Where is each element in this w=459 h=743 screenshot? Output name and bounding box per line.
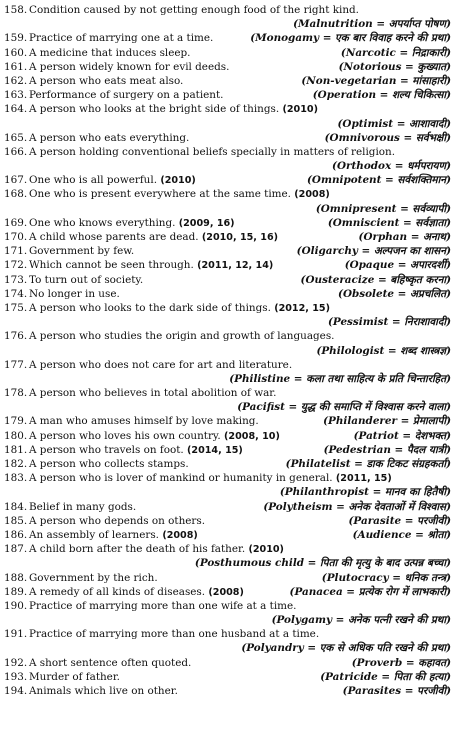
entry-number: 170. xyxy=(4,231,28,243)
entry-row xyxy=(4,358,455,372)
entry-number: 187. xyxy=(4,543,28,556)
entry-row xyxy=(4,216,455,230)
entry-definition: Belief in many gods. xyxy=(29,500,137,513)
entry-number: 162. xyxy=(4,74,28,87)
entry-answer: (Obsolete = अप्रचलित) xyxy=(338,287,451,300)
entry-definition: Government by few. xyxy=(29,245,135,258)
entry-answer-line xyxy=(4,372,455,386)
entry-definition: A short sentence often quoted. xyxy=(29,656,192,669)
entry-number: 190. xyxy=(4,599,28,612)
entry-row xyxy=(4,230,455,244)
entry-number: 161. xyxy=(4,60,28,73)
entry-definition: To turn out of society. xyxy=(29,273,144,286)
entry-row xyxy=(4,457,455,471)
entry-definition: A person widely known for evil deeds. xyxy=(29,60,230,73)
entry-answer: (Panacea = प्रत्येक रोग में लाभकारी) xyxy=(289,585,451,598)
entry-definition: One who is all powerful. xyxy=(29,174,157,187)
entry-year: (2012, 15) xyxy=(274,302,330,314)
entry-answer-line xyxy=(4,556,455,570)
entry-row xyxy=(4,244,455,258)
entry-answer: (Philatelist = डाक टिकट संग्रहकर्ता) xyxy=(285,458,451,470)
entry-answer-line xyxy=(4,613,455,627)
entry-number: 176. xyxy=(4,330,28,343)
entry-answer: (Opaque = अपारदर्शी) xyxy=(344,259,451,272)
entry-year: (2010) xyxy=(248,544,284,556)
entry-number: 167. xyxy=(4,174,28,187)
entry-year: (2008) xyxy=(294,189,330,201)
entry-answer: (Polytheism = अनेक देवताओं में विश्वास) xyxy=(263,500,451,513)
entry-definition: A person who is lover of mankind or humanity in general. xyxy=(29,472,333,485)
entry-answer: (Ousteracize = बहिष्कृत करना) xyxy=(300,273,451,286)
entry-row xyxy=(4,187,455,201)
entry-year: (2011, 15) xyxy=(335,473,392,485)
entry-number: 191. xyxy=(4,628,28,641)
entry-definition: A child whose parents are dead. xyxy=(29,231,199,243)
entry-definition: Performance of surgery on a patient. xyxy=(29,89,224,102)
entry-row xyxy=(4,429,455,443)
entry-row xyxy=(4,443,455,457)
entry-answer: (Optimist = आशावादी) xyxy=(337,117,451,130)
entry-row xyxy=(4,414,455,428)
entry-answer: (Narcotic = निद्राकारी) xyxy=(340,46,451,59)
entry-answer: (Omnipotent = सर्वशक्तिमान) xyxy=(306,174,451,187)
entry-number: 171. xyxy=(4,245,28,258)
entry-row xyxy=(4,585,455,599)
entry-definition: An assembly of learners. xyxy=(29,528,159,541)
entry-answer: (Malnutrition = अपर्याप्त पोषण) xyxy=(293,18,451,31)
entry-year: (2010) xyxy=(160,175,196,187)
entry-number: 183. xyxy=(4,472,28,485)
entry-row xyxy=(4,571,455,585)
entry-number: 158. xyxy=(4,4,28,16)
entry-answer: (Parasites = परजीवी) xyxy=(342,685,451,697)
entry-number: 193. xyxy=(4,670,28,683)
entry-row xyxy=(4,102,455,116)
entry-definition: A remedy of all kinds of diseases. xyxy=(29,585,206,598)
entry-answer: (Oligarchy = अल्पजन का शासन) xyxy=(296,245,451,258)
entry-definition: No longer in use. xyxy=(29,287,120,300)
entry-number: 166. xyxy=(4,145,28,158)
entry-definition: One who knows everything. xyxy=(29,216,176,229)
entry-answer: (Notorious = कुख्यात) xyxy=(338,60,451,73)
entry-number: 160. xyxy=(4,46,28,59)
entry-number: 174. xyxy=(4,287,28,300)
entry-definition: A person who studies the origin and growth of languages. xyxy=(29,330,335,343)
entry-answer-line xyxy=(4,344,455,358)
entry-row xyxy=(4,599,455,613)
entry-definition: A person who eats everything. xyxy=(29,131,190,144)
entry-row xyxy=(4,258,455,272)
entry-definition: A person who looks at the bright side of things. xyxy=(29,103,280,116)
entry-answer-line xyxy=(4,641,455,655)
entry-row xyxy=(4,542,455,556)
entry-definition: A person who does not care for art and literature. xyxy=(29,358,293,371)
entry-definition: Practice of marrying more than one husband at a time. xyxy=(29,628,320,641)
entry-answer: (Orthodox = धर्मपरायण) xyxy=(332,160,451,173)
entry-answer: (Parasite = परजीवी) xyxy=(348,514,451,527)
entry-row xyxy=(4,3,455,17)
entry-number: 169. xyxy=(4,216,28,229)
entry-answer: (Proverb = कहावत) xyxy=(351,656,451,669)
entry-answer: (Polygamy = अनेक पत्नी रखने की प्रथा) xyxy=(271,614,451,627)
entry-answer: (Pedestrian = पैदल यात्री) xyxy=(323,443,451,456)
entry-answer-line xyxy=(4,202,455,216)
entry-definition: Government by the rich. xyxy=(29,571,158,584)
entry-answer: (Omnipresent = सर्वव्यापी) xyxy=(315,202,451,215)
entry-definition: One who is present everywhere at the same time. xyxy=(29,188,291,201)
entry-definition: A child born after the death of his father. xyxy=(29,543,246,556)
entry-answer-line xyxy=(4,17,455,31)
entry-row xyxy=(4,301,455,315)
entry-definition: A person who travels on foot. xyxy=(29,443,184,456)
entry-definition: A person who looks to the dark side of things. xyxy=(29,301,271,314)
entry-number: 168. xyxy=(4,188,28,201)
entry-row xyxy=(4,627,455,641)
entry-row xyxy=(4,88,455,102)
entry-definition: A medicine that induces sleep. xyxy=(29,46,191,59)
entry-year: (2008, 10) xyxy=(224,430,280,442)
entry-number: 175. xyxy=(4,301,28,314)
entry-definition: Which cannot be seen through. xyxy=(29,259,194,272)
entry-row xyxy=(4,329,455,343)
entry-row xyxy=(4,471,455,485)
entry-answer: (Polyandry = एक से अधिक पति रखने की प्रथा) xyxy=(241,642,451,655)
entry-answer: (Pessimist = निराशावादी) xyxy=(328,316,451,329)
entry-answer-line xyxy=(4,400,455,414)
entry-year: (2010, 15, 16) xyxy=(201,232,279,243)
entry-answer: (Patricide = पिता की हत्या) xyxy=(320,670,451,683)
entry-number: 185. xyxy=(4,514,28,527)
entry-answer: (Plutocracy = धनिक तन्त्र) xyxy=(321,571,451,584)
entry-answer: (Philistine = कला तथा साहित्य के प्रति चिन्तारहित) xyxy=(229,372,451,385)
entry-answer: (Audience = श्रोता) xyxy=(352,528,451,541)
entry-number: 184. xyxy=(4,500,28,513)
entry-number: 164. xyxy=(4,103,28,116)
entry-answer: (Philanthropist = मानव का हितैषी) xyxy=(279,486,451,499)
entry-answer: (Posthumous child = पिता की मृत्यु के बाद उत्पन्न बच्चा) xyxy=(194,557,451,570)
entry-definition: A person who loves his own country. xyxy=(29,429,221,442)
entry-number: 173. xyxy=(4,273,28,286)
entry-year: (2008) xyxy=(162,529,198,541)
entry-definition: Practice of marrying one at a time. xyxy=(29,32,214,45)
entry-definition: A man who amuses himself by love making. xyxy=(29,415,259,428)
entry-row xyxy=(4,46,455,60)
entry-answer-line xyxy=(4,315,455,329)
entry-year: (2008) xyxy=(208,586,244,598)
entry-number: 159. xyxy=(4,32,28,45)
entry-number: 181. xyxy=(4,443,28,456)
entry-answer-line xyxy=(4,159,455,173)
entry-row xyxy=(4,684,455,698)
entry-year: (2010) xyxy=(282,104,318,116)
entry-number: 179. xyxy=(4,415,28,428)
entry-year: (2014, 15) xyxy=(187,444,243,456)
entry-year: (2011, 12, 14) xyxy=(197,260,274,272)
entry-definition: A person who believes in total abolition of war. xyxy=(29,387,277,400)
entry-year: (2009, 16) xyxy=(178,217,235,229)
entry-row xyxy=(4,287,455,301)
entry-answer: (Orphan = अनाथ) xyxy=(358,231,451,243)
entry-number: 180. xyxy=(4,429,28,442)
entry-row xyxy=(4,514,455,528)
entry-answer: (Patriot = देशभक्त) xyxy=(353,429,451,442)
entry-answer: (Omniscient = सर्वज्ञाता) xyxy=(327,216,451,229)
entry-definition: A person who depends on others. xyxy=(29,514,206,527)
entry-definition: A person who collects stamps. xyxy=(29,458,189,470)
entry-number: 172. xyxy=(4,259,28,272)
entry-number: 178. xyxy=(4,387,28,400)
entry-answer: (Non-vegetarian = मांसाहारी) xyxy=(301,74,451,87)
entry-row xyxy=(4,74,455,88)
entry-row xyxy=(4,386,455,400)
entry-answer: (Pacifist = युद्ध की समाप्ति में विश्वास करने वाला) xyxy=(237,401,451,414)
entry-row xyxy=(4,173,455,187)
entry-number: 189. xyxy=(4,585,28,598)
entry-row xyxy=(4,145,455,159)
entry-definition: Practice of marrying more than one wife at a time. xyxy=(29,599,297,612)
entry-number: 182. xyxy=(4,458,28,470)
entry-number: 186. xyxy=(4,528,28,541)
entry-definition: Condition caused by not getting enough food of the right kind. xyxy=(29,4,359,16)
entry-row xyxy=(4,31,455,45)
entry-definition: Murder of father. xyxy=(29,670,120,683)
entry-row xyxy=(4,131,455,145)
entry-number: 163. xyxy=(4,89,28,102)
entry-number: 188. xyxy=(4,571,28,584)
entry-definition: A person who eats meat also. xyxy=(29,74,184,87)
entry-definition: A person holding conventional beliefs specially in matters of religion. xyxy=(29,145,396,158)
entry-answer: (Omnivorous = सर्वभक्षी) xyxy=(324,131,451,144)
entry-answer: (Monogamy = एक बार विवाह करने की प्रथा) xyxy=(250,32,451,45)
entry-answer: (Operation = शल्य चिकित्सा) xyxy=(312,89,451,102)
entry-answer: (Philologist = शब्द शास्त्रज्ञ) xyxy=(316,344,451,357)
entry-row xyxy=(4,273,455,287)
entry-number: 192. xyxy=(4,656,28,669)
entry-answer: (Philanderer = प्रेमालापी) xyxy=(323,415,451,428)
entry-number: 177. xyxy=(4,358,28,371)
entry-definition: Animals which live on other. xyxy=(29,685,178,697)
entry-row xyxy=(4,656,455,670)
entry-answer-line xyxy=(4,117,455,131)
entry-number: 165. xyxy=(4,131,28,144)
entry-row xyxy=(4,60,455,74)
entry-row xyxy=(4,528,455,542)
entry-row xyxy=(4,500,455,514)
entry-row xyxy=(4,670,455,684)
entry-answer-line xyxy=(4,485,455,499)
entry-number: 194. xyxy=(4,685,28,697)
